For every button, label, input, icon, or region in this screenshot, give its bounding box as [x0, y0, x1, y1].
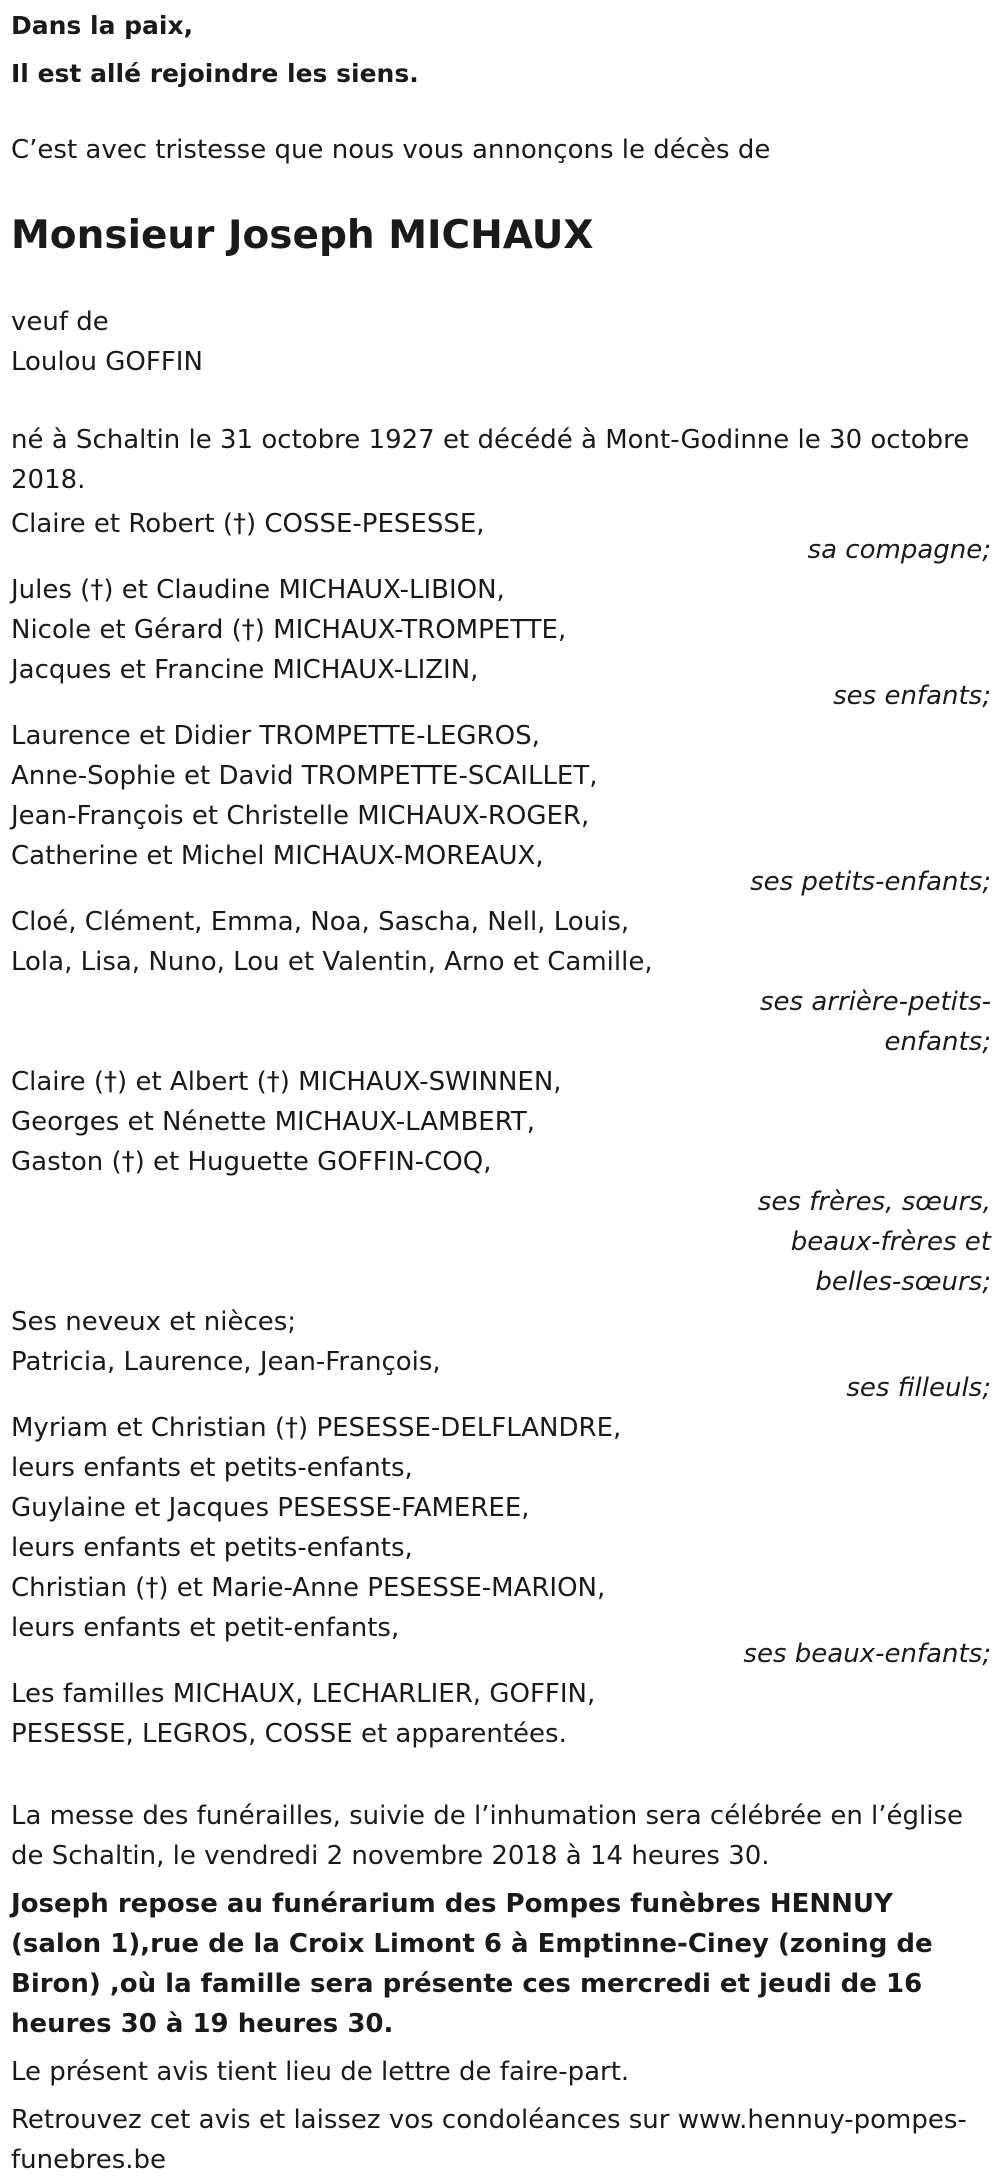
- family-line: Ses neveux et nièces;: [11, 1307, 297, 1337]
- family-line: Patricia, Laurence, Jean-François,: [11, 1347, 441, 1377]
- family-group: [11, 902, 991, 1062]
- family-line: Guylaine et Jacques PESESSE-FAMEREE,: [11, 1493, 530, 1523]
- family-line: Claire et Robert (†) COSSE-PESESSE,: [11, 509, 485, 539]
- role-line: belles-sœurs;: [815, 1267, 991, 1297]
- family-line: Jacques et Francine MICHAUX-LIZIN,: [11, 655, 479, 685]
- family-role: [11, 1182, 991, 1302]
- condolences-text: Retrouvez cet avis et laissez vos condoléances sur www.hennuy-pompes-funebres.be: [11, 2105, 967, 2175]
- deceased-name: Monsieur Joseph MICHAUX: [11, 213, 594, 258]
- role-line: ses arrière-petits-: [760, 987, 991, 1017]
- obituary-page: [0, 2, 1000, 2180]
- family-group: [11, 716, 991, 902]
- family-line: Georges et Nénette MICHAUX-LAMBERT,: [11, 1107, 536, 1137]
- family-line: Christian (†) et Marie-Anne PESESSE-MARION,: [11, 1573, 606, 1603]
- role-line: ses enfants;: [833, 681, 991, 711]
- family-group: [11, 1408, 991, 1674]
- family-line: leurs enfants et petits-enfants,: [11, 1533, 413, 1563]
- family-line: Gaston (†) et Huguette GOFFIN-COQ,: [11, 1147, 492, 1177]
- family-line: Nicole et Gérard (†) MICHAUX-TROMPETTE,: [11, 615, 567, 645]
- role-line: ses filleuls;: [846, 1373, 991, 1403]
- family-line: Lola, Lisa, Nuno, Lou et Valentin, Arno et Camille,: [11, 947, 653, 977]
- family-group: [11, 570, 991, 716]
- opening-phrase: [11, 2, 991, 98]
- opening-line: Dans la paix,: [11, 11, 194, 40]
- opening-line: Il est allé rejoindre les siens.: [11, 59, 419, 88]
- family-line: Jules (†) et Claudine MICHAUX-LIBION,: [11, 575, 505, 605]
- widower-of: [11, 302, 991, 382]
- family-group: [11, 504, 991, 570]
- role-line: ses petits-enfants;: [750, 867, 991, 897]
- family-line: Anne-Sophie et David TROMPETTE-SCAILLET,: [11, 761, 598, 791]
- role-line: beaux-frères et: [790, 1227, 991, 1257]
- family-role: [11, 982, 991, 1062]
- family-line: leurs enfants et petits-enfants,: [11, 1453, 413, 1483]
- family-line: PESESSE, LEGROS, COSSE et apparentées.: [11, 1719, 567, 1749]
- family-line: Cloé, Clément, Emma, Noa, Sascha, Nell, Louis,: [11, 907, 630, 937]
- family-line: Myriam et Christian (†) PESESSE-DELFLANDRE,: [11, 1413, 622, 1443]
- role-line: ses beaux-enfants;: [743, 1639, 991, 1669]
- family-line: Laurence et Didier TROMPETTE-LEGROS,: [11, 721, 540, 751]
- family-line: Jean-François et Christelle MICHAUX-ROGER,: [11, 801, 590, 831]
- family-line: Claire (†) et Albert (†) MICHAUX-SWINNEN,: [11, 1067, 562, 1097]
- family-group: [11, 1062, 991, 1302]
- funeral-home-info: Joseph repose au funérarium des Pompes funèbres HENNUY (salon 1),rue de la Croix Limont 6 à Emptinne-Ciney (zoning de Biron) ,où la famille sera présente ces mercredi et jeudi de 16 heures 30 à 19 heures 30.: [11, 1889, 933, 2039]
- family-line: Catherine et Michel MICHAUX-MOREAUX,: [11, 841, 544, 871]
- widower-line: Loulou GOFFIN: [11, 347, 203, 377]
- family-group: [11, 1302, 991, 1408]
- family-line: Les familles MICHAUX, LECHARLIER, GOFFIN,: [11, 1679, 596, 1709]
- family-line: leurs enfants et petit-enfants,: [11, 1613, 400, 1643]
- role-line: enfants;: [884, 1027, 991, 1057]
- families-list: [11, 1674, 991, 1754]
- role-line: sa compagne;: [807, 535, 991, 565]
- announcement-intro: C’est avec tristesse que nous vous annonçons le décès de: [11, 135, 771, 165]
- funeral-mass-info: La messe des funérailles, suivie de l’inhumation sera célébrée en l’église de Schaltin, le vendredi 2 novembre 2018 à 14 heures 30.: [11, 1801, 964, 1871]
- role-line: ses frères, sœurs,: [757, 1187, 991, 1217]
- obituary-column: [11, 2, 991, 2180]
- widower-line: veuf de: [11, 307, 109, 337]
- notice-text: Le présent avis tient lieu de lettre de faire-part.: [11, 2057, 630, 2087]
- birth-death-info: né à Schaltin le 31 octobre 1927 et décédé à Mont-Godinne le 30 octobre 2018.: [11, 425, 970, 495]
